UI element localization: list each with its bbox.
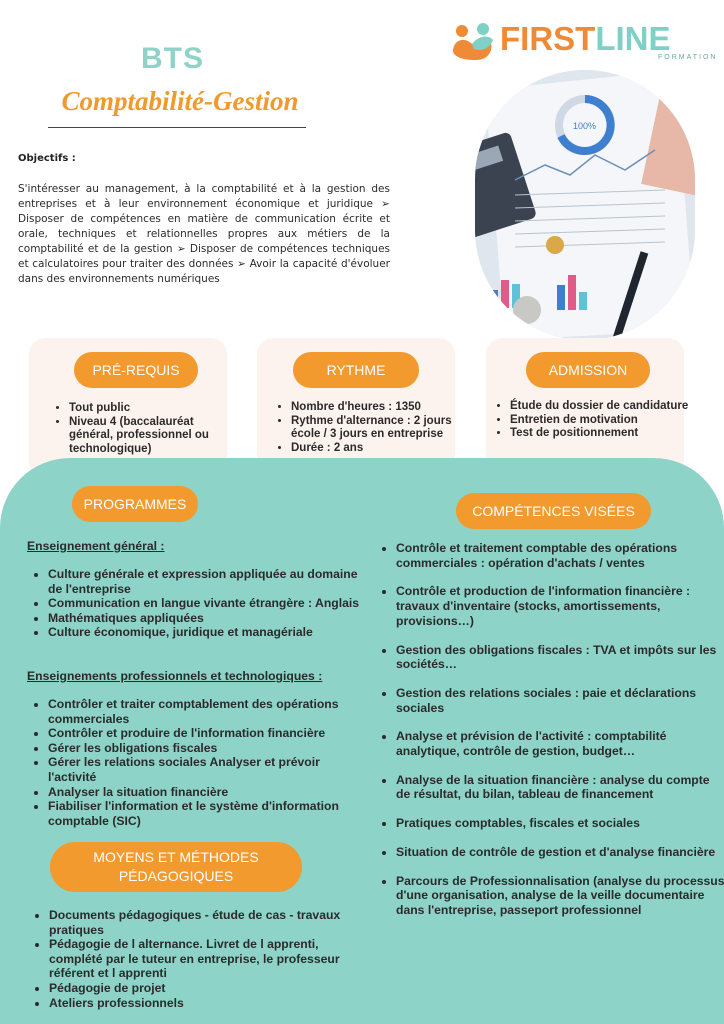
list-item: • Gérer les obligations fiscales <box>48 741 368 756</box>
logo-word-line: LINE <box>595 20 671 57</box>
prerequis-heading: PRÉ-REQUIS <box>74 352 198 388</box>
general-teaching-list <box>34 567 368 640</box>
page-title: BTS <box>141 42 204 75</box>
list-item: • Étude du dossier de candidature <box>510 400 690 414</box>
moyens-heading: MOYENS ET MÉTHODES PÉDAGOGIQUES <box>50 842 302 892</box>
list-item: • Pédagogie de projet <box>49 981 367 996</box>
list-item: • Gestion des relations sociales : paie et déclarations sociales <box>396 686 724 715</box>
list-item: • Pédagogie de l alternance. Livret de l apprenti, complété par le tuteur en entreprise, le professeur référent et l apprenti <box>49 937 367 981</box>
list-item: • Situation de contrôle de gestion et d'analyse financière <box>396 845 724 860</box>
list-item: • Communication en langue vivante étrangère : Anglais <box>48 596 368 611</box>
professional-teaching-title: Enseignements professionnels et technologiques : <box>27 669 323 683</box>
list-item: • Gestion des obligations fiscales : TVA et impôts sur les sociétés… <box>396 643 724 672</box>
title-divider <box>48 127 306 128</box>
professional-teaching-list <box>34 697 368 828</box>
objectives-label: Objectifs : <box>18 153 76 164</box>
list-item: • Durée : 2 ans <box>291 442 471 456</box>
list-item: • Documents pédagogiques - étude de cas - travaux pratiques <box>49 908 367 937</box>
list-item: • Rythme d'alternance : 2 jours école / 3 jours en entreprise <box>291 415 471 442</box>
objectives-text: S'intéresser au management, à la comptabilité et à la gestion des entreprises et à leur environnement économique et juridique ➢ Disposer de compétences en matière de communication écrite et orale, techniques et relationnelles propres aux métiers de la comptabilité et de la gestion ➢ Disposer de compétences techniques et calculatoires pour traiter des données ➢ Avoir la capacité d'évoluer dans des environnements numériques <box>18 183 390 285</box>
list-item: • Nombre d'heures : 1350 <box>291 401 471 415</box>
list-item: • Contrôler et traiter comptablement des opérations commerciales <box>48 697 368 726</box>
prerequis-list <box>55 402 239 456</box>
list-item: • Parcours de Professionnalisation (analyse du processus d'une organisation, analyse de la veille documentaire dans l'entreprise, passeport professionnel <box>396 874 724 918</box>
logo-word-first: FIRST <box>500 20 596 57</box>
list-item: • Pratiques comptables, fiscales et sociales <box>396 816 724 831</box>
competences-list <box>382 541 724 918</box>
general-teaching-title: Enseignement général : <box>27 539 165 553</box>
list-item: • Analyser la situation financière <box>48 785 368 800</box>
logo-wordmark <box>500 20 671 58</box>
list-item: • Culture générale et expression appliquée au domaine de l'entreprise <box>48 567 368 596</box>
firstline-logo <box>450 20 718 64</box>
page-subtitle: Comptabilité-Gestion <box>61 86 299 116</box>
list-item: • Test de positionnement <box>510 427 690 441</box>
moyens-list <box>35 908 367 1010</box>
rythme-heading: RYTHME <box>293 352 419 388</box>
list-item: • Analyse et prévision de l'activité : comptabilité analytique, contrôle de gestion, budget… <box>396 729 724 758</box>
list-item: • Mathématiques appliquées <box>48 611 368 626</box>
list-item: • Culture économique, juridique et managériale <box>48 625 368 640</box>
photo-percent-label: 100% <box>573 121 597 131</box>
logo-tagline: FORMATION <box>658 54 718 61</box>
admission-list <box>496 400 690 441</box>
competences-heading: COMPÉTENCES VISÉES <box>456 493 651 529</box>
list-item: • Gérer les relations sociales Analyser et prévoir l'activité <box>48 755 368 784</box>
accounting-documents-image <box>475 70 695 340</box>
list-item: • Ateliers professionnels <box>49 996 367 1011</box>
list-item: • Entretien de motivation <box>510 414 690 428</box>
list-item: • Contrôle et production de l'information financière : travaux d'inventaire (stocks, amortissements, provisions…) <box>396 584 724 628</box>
list-item: • Contrôle et traitement comptable des opérations commerciales : opération d'achats / ventes <box>396 541 724 570</box>
people-logo-icon <box>450 22 496 62</box>
admission-heading: ADMISSION <box>526 352 650 388</box>
accounting-photo <box>475 70 695 340</box>
list-item: • Fiabiliser l'information et le système d'information comptable (SIC) <box>48 799 368 828</box>
list-item: • Tout public <box>69 402 239 416</box>
list-item: • Contrôler et produire de l'information financière <box>48 726 368 741</box>
list-item: • Analyse de la situation financière : analyse du compte de résultat, du bilan, tableau de financement <box>396 773 724 802</box>
rythme-list <box>277 401 471 455</box>
list-item: • Niveau 4 (baccalauréat général, professionnel ou technologique) <box>69 416 239 457</box>
programmes-heading: PROGRAMMES <box>72 486 198 522</box>
